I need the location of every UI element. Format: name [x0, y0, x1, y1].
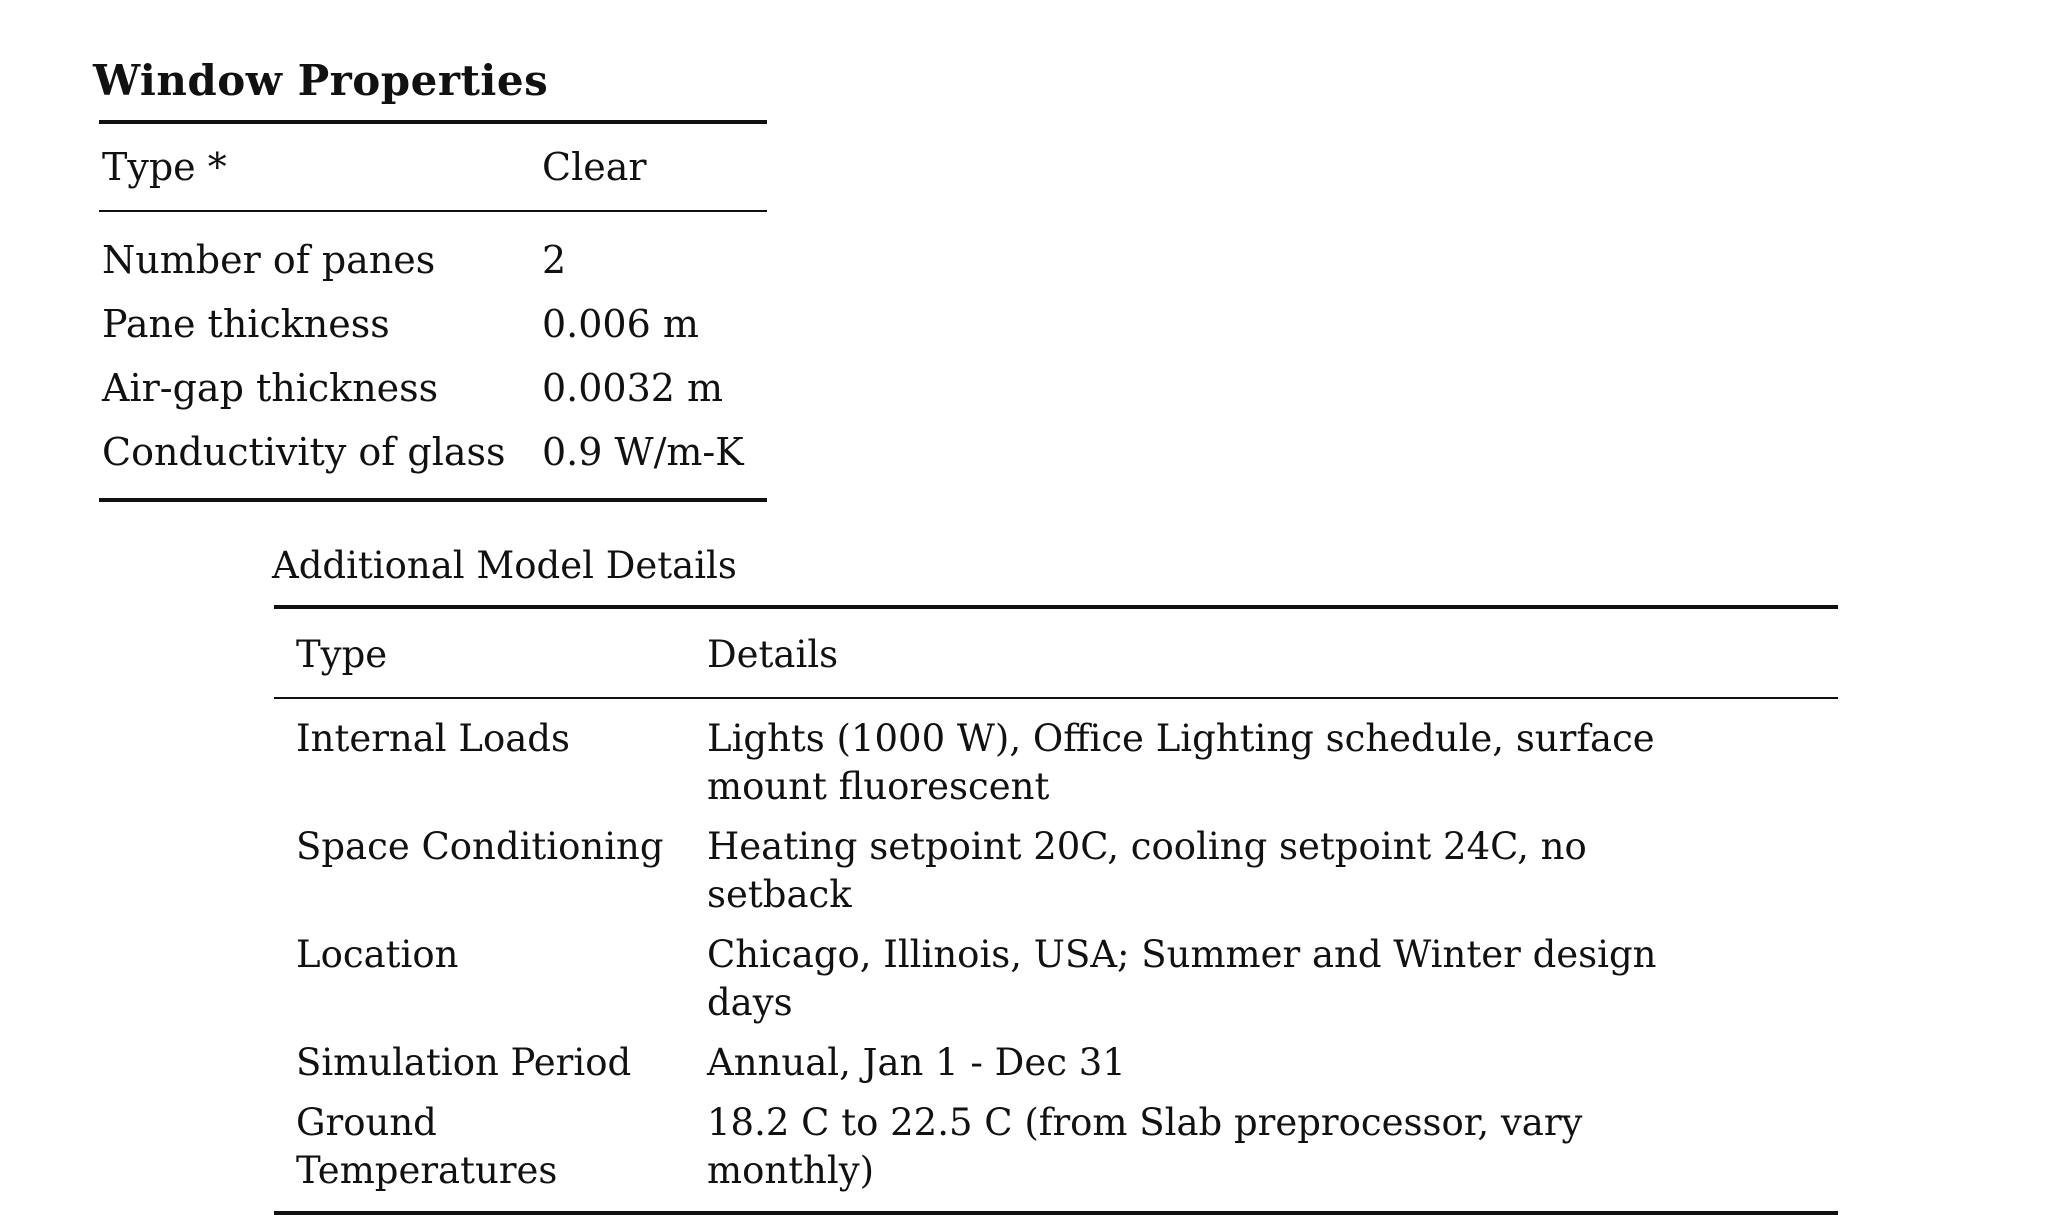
- row-type: Internal Loads: [296, 717, 570, 760]
- table-row: [99, 420, 767, 484]
- row-type: Ground Temperatures: [296, 1101, 558, 1192]
- row-details: Chicago, Illinois, USA; Summer and Winter design days: [707, 933, 1657, 1024]
- row-value: 0.006 m: [542, 302, 699, 346]
- table-header-row: [99, 124, 767, 210]
- model-details-caption: Additional Model Details: [272, 544, 737, 587]
- row-value: 0.0032 m: [542, 366, 724, 410]
- table-row: [274, 823, 1838, 919]
- table-body: [274, 699, 1838, 1211]
- row-details: Lights (1000 W), Office Lighting schedule, surface mount fluorescent: [707, 717, 1655, 808]
- table-row: [99, 356, 767, 420]
- row-details: Annual, Jan 1 - Dec 31: [707, 1041, 1126, 1084]
- row-label: Pane thickness: [102, 302, 390, 346]
- header-label: Type *: [102, 145, 227, 189]
- window-properties-title: Window Properties: [93, 56, 549, 105]
- table-header-row: [274, 609, 1838, 697]
- row-label: Air-gap thickness: [102, 366, 439, 410]
- table-row: [274, 1099, 1838, 1195]
- header-value: Clear: [542, 145, 647, 189]
- row-value: 2: [542, 238, 567, 282]
- row-details: 18.2 C to 22.5 C (from Slab preprocessor, vary monthly): [707, 1101, 1583, 1192]
- header-details: Details: [707, 633, 839, 676]
- model-details-table: [274, 605, 1838, 1215]
- window-properties-table: [99, 120, 767, 502]
- row-value: 0.9 W/m-K: [542, 430, 744, 474]
- row-label: Conductivity of glass: [102, 430, 506, 474]
- row-type: Location: [296, 933, 459, 976]
- header-type: Type: [296, 633, 388, 676]
- table-row: [274, 1039, 1838, 1087]
- row-type: Simulation Period: [296, 1041, 632, 1084]
- table-body: [99, 212, 767, 498]
- bottom-rule: [274, 1211, 1838, 1215]
- bottom-rule: [99, 498, 767, 502]
- table-row: [274, 931, 1838, 1027]
- table-row: [99, 292, 767, 356]
- row-details: Heating setpoint 20C, cooling setpoint 24C, no setback: [707, 825, 1587, 916]
- row-label: Number of panes: [102, 238, 436, 282]
- row-type: Space Conditioning: [296, 825, 664, 868]
- table-row: [274, 715, 1838, 811]
- table-row: [99, 228, 767, 292]
